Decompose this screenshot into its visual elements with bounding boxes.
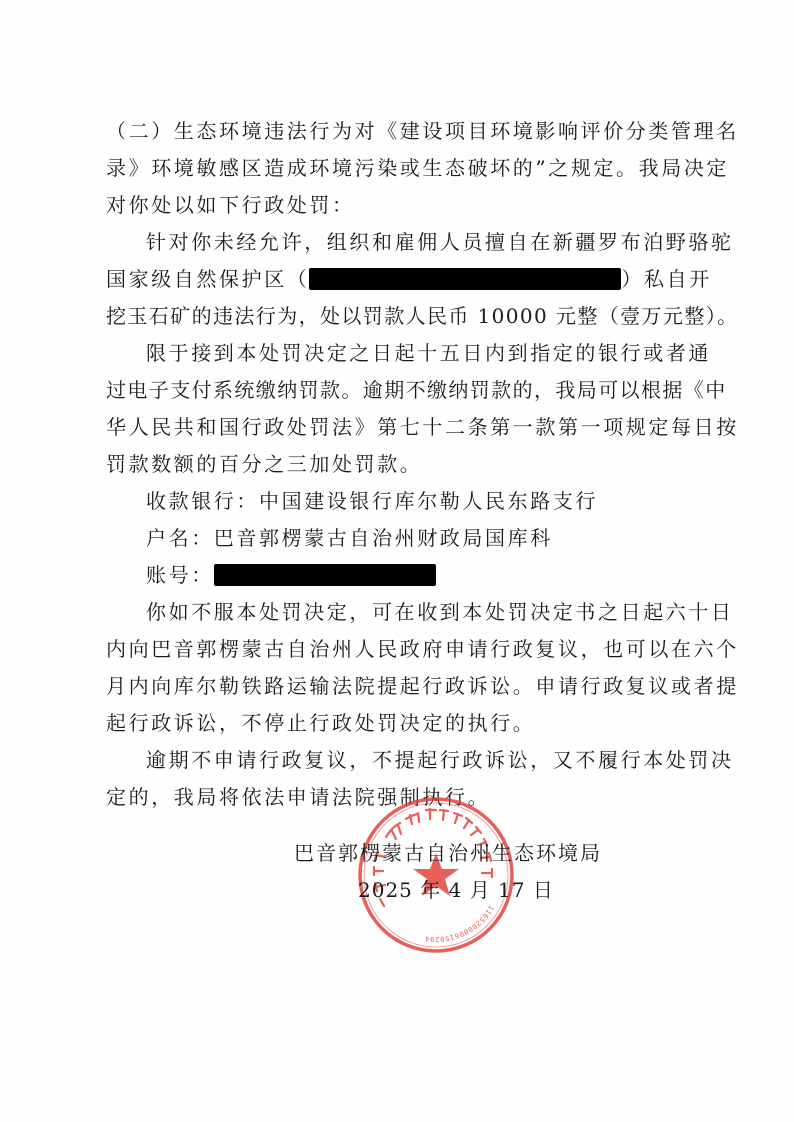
text-line: 过电子支付系统缴纳罚款。逾期不缴纳罚款的，我局可以根据《中	[106, 378, 727, 402]
text-line: 你如不服本处罚决定，可在收到本处罚决定书之日起六十日	[146, 600, 734, 624]
signing-agency: 巴音郭楞蒙古自治州生态环境局	[294, 841, 602, 865]
payee-line: 户名：巴音郭楞蒙古自治州财政局国库科	[146, 526, 553, 550]
text-line: 月内向库尔勒铁路运输法院提起行政诉讼。申请行政复议或者提	[106, 674, 739, 698]
svg-text:1165280006150294	[424, 904, 495, 943]
text-line: 罚款数额的百分之三加处罚款。	[106, 452, 423, 476]
text-line: （二）生态环境违法行为对《建设项目环境影响评价分类管理名	[106, 119, 739, 143]
text-line-with-redaction	[106, 264, 712, 294]
text-line: 对你处以如下行政处罚：	[106, 193, 355, 217]
text-line: 内向巴音郭楞蒙古自治州人民政府申请行政复议，也可以在六个	[106, 637, 739, 661]
redaction-bar	[214, 564, 436, 586]
seal-serial: 1165280006150294	[424, 903, 496, 944]
text-line: 逾期不申请行政复议，不提起行政诉讼，又不履行本处罚决	[146, 748, 734, 772]
text-line: 定的，我局将依法申请法院强制执行。	[106, 785, 491, 809]
redaction-bar	[309, 268, 621, 290]
bank-line: 收款银行：中国建设银行库尔勒人民东路支行	[146, 489, 598, 513]
text-line: 起行政诉讼，不停止行政处罚决定的执行。	[106, 711, 536, 735]
account-line	[146, 560, 436, 590]
text-line: 录》环境敏感区造成环境污染或生态破坏的”之规定。我局决定	[106, 156, 730, 180]
text-fragment: ）私自开	[621, 267, 712, 291]
text-line: 华人民共和国行政处罚法》第七十二条第一款第一项规定每日按	[106, 415, 739, 439]
text-line: 挖玉石矿的违法行为，处以罚款人民币 10000 元整（壹万元整）。	[106, 304, 739, 328]
text-line: 限于接到本处罚决定之日起十五日内到指定的银行或者通	[146, 341, 711, 365]
text-fragment: 国家级自然保护区（	[106, 267, 310, 291]
signing-date: 2025 年 4 月 17 日	[358, 878, 554, 902]
account-label: 账号：	[146, 563, 214, 587]
text-line: 针对你未经允许，组织和雇佣人员擅自在新疆罗布泊野骆驼	[146, 230, 734, 254]
